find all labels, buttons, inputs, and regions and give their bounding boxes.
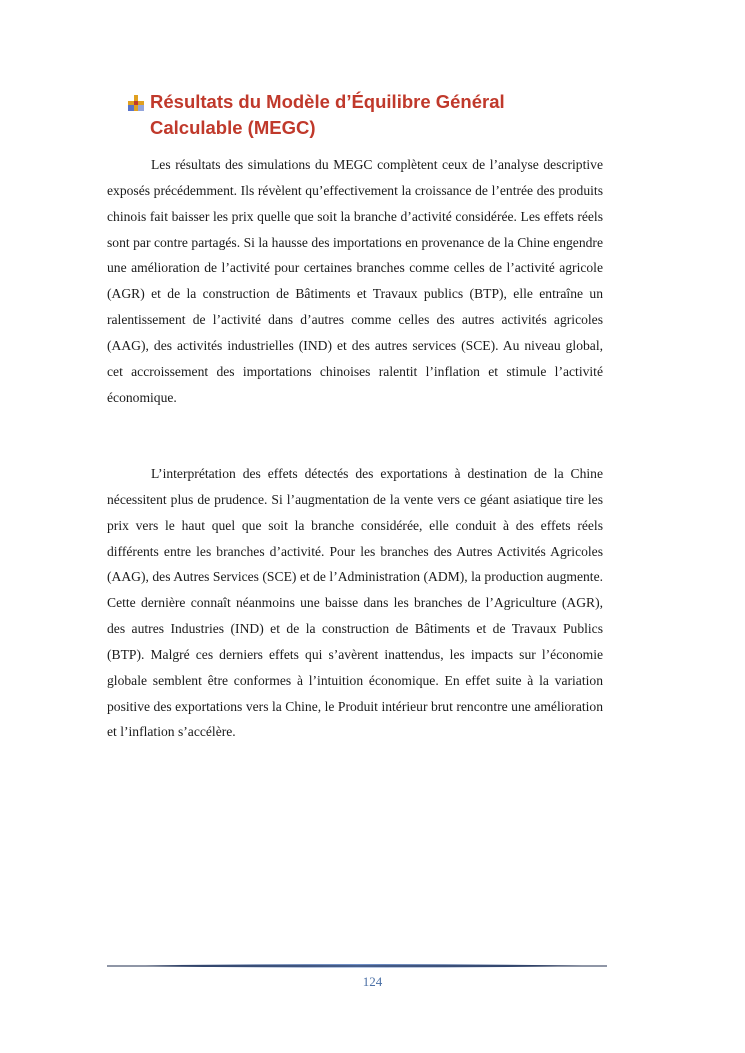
footer-rule <box>107 963 607 969</box>
section-title: Résultats du Modèle d’Équilibre Général Calculable (MEGC) <box>150 91 505 138</box>
section-heading <box>128 89 608 141</box>
paragraph-1: Les résultats des simulations du MEGC complètent ceux de l’analyse descriptive exposés précédemment. Ils révèlent qu’effectivement la croissance de l’entrée des produits chinois fait baisser les prix quelle que soit la branche d’activité considérée. Les effets réels sont par contre partagés. Si la hausse des importations en provenance de la Chine engendre une amélioration de l’activité pour certaines branches comme celles de l’activité agricole (AGR) et de la construction de Bâtiments et Travaux publics (BTP), elle entraîne un ralentissement de l’activité dans d’autres comme celles des autres activités agricoles (AAG), des activités industrielles (IND) et des autres services (SCE). Au niveau global, cet accroissement des importations chinoises ralentit l’inflation et stimule l’activité économique. <box>107 157 603 405</box>
page-number: 124 <box>362 974 383 989</box>
plus-bullet-icon <box>128 95 144 111</box>
paragraph-2: L’interprétation des effets détectés des exportations à destination de la Chine nécessitent plus de prudence. Si l’augmentation de la vente vers ce géant asiatique tire les prix vers le haut quel que soit la branche considérée, elle conduit à des effets réels différents entre les branches d’activité. Pour les branches des Autres Activités Agricoles (AAG), des Autres Services (SCE) et de l’Administration (ADM), la production augmente. Cette dernière connaît néanmoins une baisse dans les branches de l’Agriculture (AGR), des autres Industries (IND) et de la construction de Bâtiments et de Travaux Publics (BTP). Malgré ces derniers effets qui s’avèrent inattendus, les impacts sur l’économie globale semblent être conformes à l’intuition économique. En effet suite à la variation positive des exportations vers la Chine, le Produit intérieur brut rencontre une amélioration et l’inflation s’accélère. <box>107 466 603 740</box>
